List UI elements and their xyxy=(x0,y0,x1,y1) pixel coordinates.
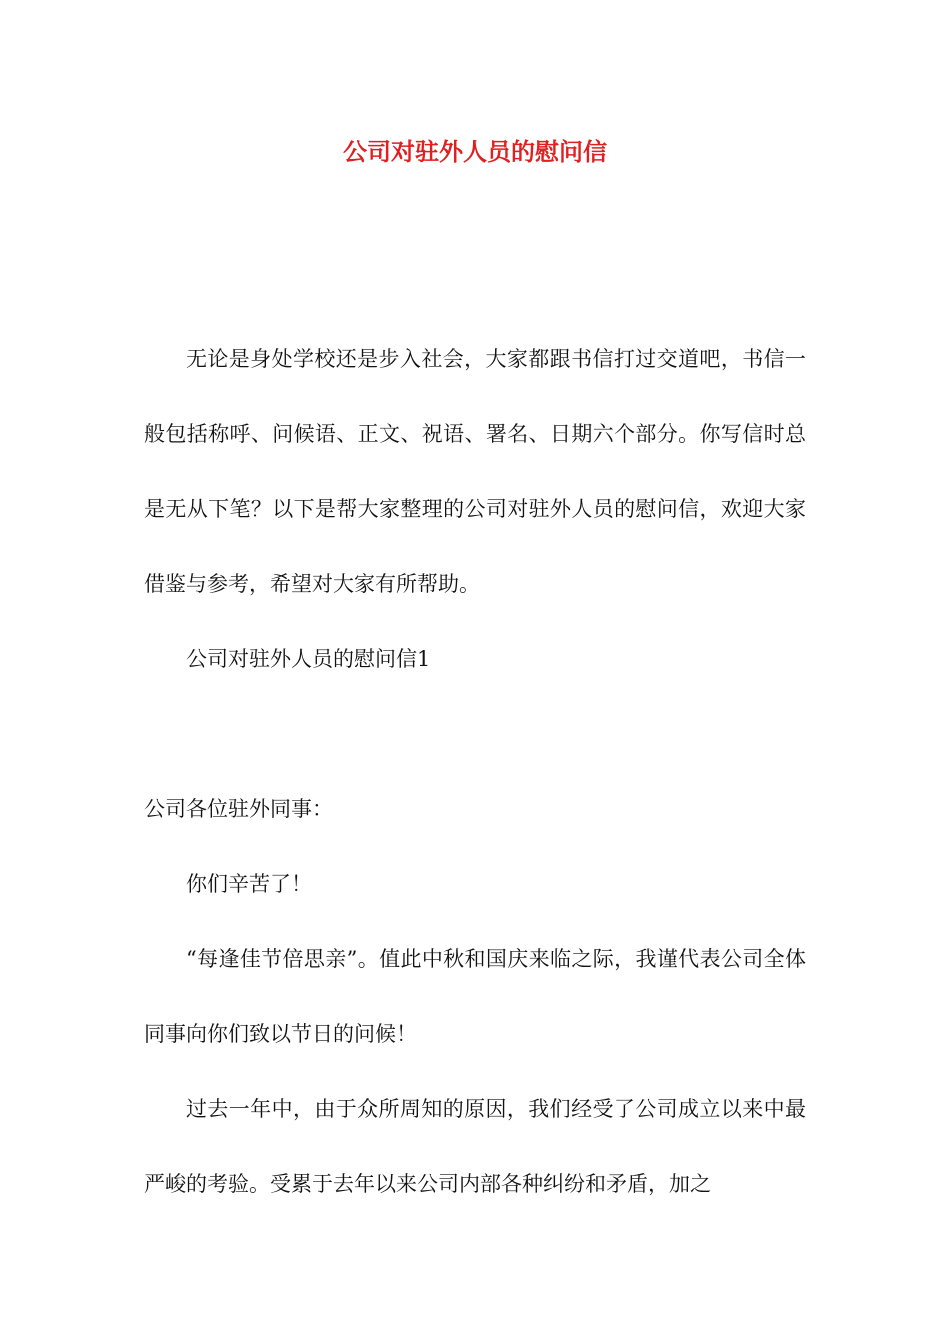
body-paragraph-1: “每逢佳节倍思亲”。值此中秋和国庆来临之际，我谨代表公司全体同事向你们致以节日的问候！ xyxy=(144,947,806,1046)
section-heading: 公司对驻外人员的慰问信1 xyxy=(186,647,431,671)
salutation: 公司各位驻外同事： xyxy=(144,797,333,821)
greeting: 你们辛苦了！ xyxy=(186,872,312,896)
document-title: 公司对驻外人员的慰问信 xyxy=(343,137,607,166)
blank-line xyxy=(144,697,806,772)
document-body xyxy=(144,322,806,1222)
body-paragraph-2: 过去一年中，由于众所周知的原因，我们经受了公司成立以来中最严峻的考验。受累于去年以来公司内部各种纠纷和矛盾，加之 xyxy=(144,1097,806,1196)
intro-paragraph: 无论是身处学校还是步入社会，大家都跟书信打过交道吧，书信一般包括称呼、问候语、正文、祝语、署名、日期六个部分。你写信时总是无从下笔？以下是帮大家整理的公司对驻外人员的慰问信，欢迎大家借鉴与参考，希望对大家有所帮助。 xyxy=(144,347,806,596)
